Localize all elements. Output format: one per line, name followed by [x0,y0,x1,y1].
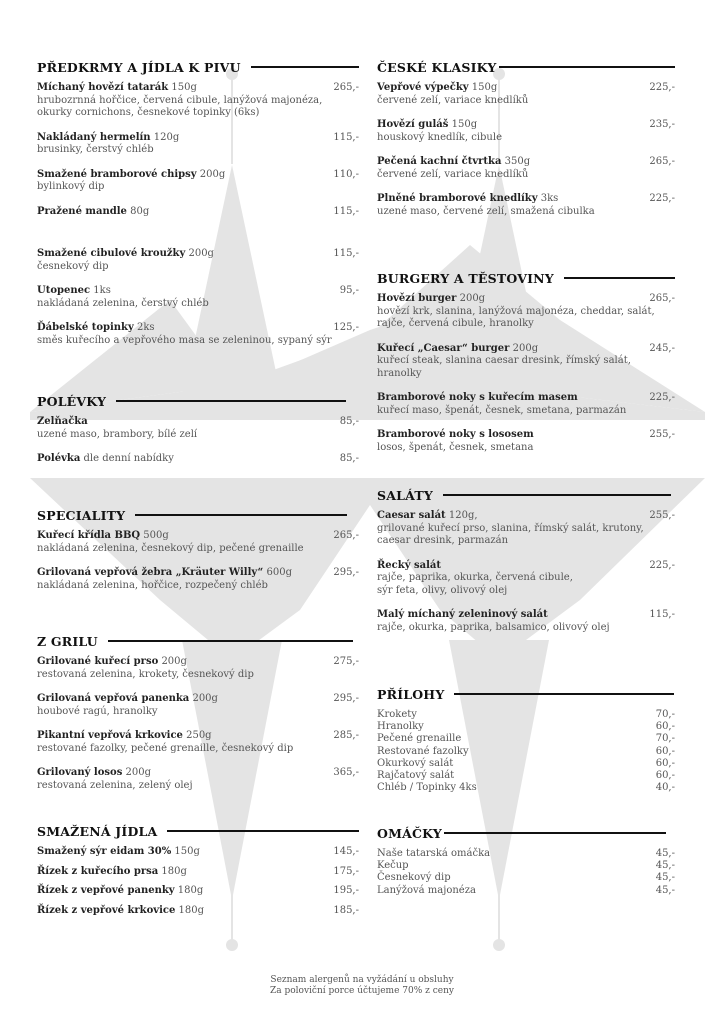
item-price: 225,- [649,392,675,403]
item-price: 225,- [649,82,675,93]
item-price: 115,- [333,205,359,217]
item-name: Pikantní vepřová krkovice [37,730,183,741]
item-name: Naše tatarská omáčka [377,848,491,859]
item-weight: 150g [471,82,498,93]
item-name: Řecký salát [377,559,441,571]
item-price: 45,- [655,860,675,872]
item-weight: 80g [130,205,150,217]
item-weight: 200g [161,656,187,667]
sauce-item [377,860,675,872]
item-price: 295,- [333,693,359,704]
item-name: Utopenec [37,285,91,296]
item-price: 60,- [655,757,675,769]
item-weight: 200g [512,342,539,354]
item-price: 95,- [339,285,359,296]
item-name: Nakládaný hermelín [37,131,151,143]
item-description: nakládaná zelenina, česnekový dip, pečené grenaille [37,542,304,554]
half-portion-note: Za poloviční porce účtujeme 70% z ceny [269,986,454,996]
item-name: Lanýžová majonéza [377,884,476,896]
item-weight: 150g [174,846,200,857]
item-description: bylinkový dip [37,181,105,192]
item-name: Grilovaný losos [37,767,123,778]
item-description: rajče, paprika, okurka, červená cibule, sýr feta, olivy, olivový olej [377,572,573,596]
item-description: restované fazolky, pečené grenaille, česnekový dip [37,742,294,754]
item-weight: 600g [266,567,292,578]
item-description: houskový knedlík, cibule [377,131,502,143]
item-description: směs kuřecího a vepřového masa se zeleninou, sypaný sýr [37,334,332,346]
item-price: 255,- [649,429,675,440]
item-description: rajče, okurka, paprika, balsamico, olivový olej [377,621,610,633]
section-predkrmy [37,58,359,359]
item-name: Kečup [377,860,409,872]
item-price: 255,- [649,510,675,521]
section-divider [443,494,671,496]
menu-item [37,453,359,466]
section-title: PŘEDKRMY A JÍDLA K PIVU [37,59,241,75]
item-name: Grilovaná vepřová žebra „Kräuter Willy“ [37,567,264,578]
section-divider [251,66,359,68]
item-weight: 180g [161,865,187,877]
menu-item [37,322,359,347]
menu-item [37,846,359,859]
item-name: Řízek z kuřecího prsa [37,865,159,877]
menu-item [37,416,359,441]
item-price: 265,- [333,82,359,93]
menu-item [377,293,675,331]
item-weight: 200g [188,248,214,259]
side-item [377,758,675,770]
section-burgery [377,269,675,466]
item-name: Grilovaná vepřová panenka [37,693,190,704]
item-price: 195,- [333,885,359,896]
section-salaty [377,486,675,646]
section-ceske-klasiky [377,58,675,230]
item-description: hrubozrnná hořčice, červená cibule, lanýžová majonéza, okurky cornichons, česnekové topinky (6ks) [37,94,323,118]
item-name: Česnekový dip [377,872,451,884]
section-prilohy [377,685,675,794]
item-weight: 180g [177,885,204,896]
side-item [377,721,675,733]
item-price: 245,- [649,342,675,354]
item-price: 85,- [339,416,359,427]
item-weight: dle denní nabídky [83,453,174,464]
section-title: PŘÍLOHY [377,686,445,702]
item-description: restovaná zelenina, krokety, česnekový dip [37,668,254,680]
item-price: 115,- [649,609,675,620]
item-name: Smažený sýr eidam 30% [37,846,172,857]
item-description: losos, špenát, česnek, smetana [377,441,534,453]
item-weight: 1ks [93,285,111,296]
item-weight: 120g, [448,510,478,521]
menu-item [377,609,675,634]
item-weight: 150g [451,119,478,130]
sauce-item [377,848,675,860]
item-name: Míchaný hovězí tatarák [37,82,169,93]
item-description: uzené maso, červené zelí, smažená cibulka [377,205,595,217]
side-item [377,746,675,758]
item-description: houbové ragú, hranolky [37,705,158,717]
item-description: grilované kuřecí prso, slanina, římský salát, krutony, caesar dresink, parmazán [377,522,644,546]
item-weight: 200g [459,293,486,304]
menu-item [377,193,675,218]
side-item [377,709,675,721]
menu-item [37,285,359,310]
item-name: Řízek z vepřové krkovice [37,904,176,916]
item-price: 115,- [333,131,359,143]
item-name: Malý míchaný zeleninový salát [377,609,548,620]
section-title: BURGERY A TĚSTOVINY [377,270,554,286]
item-name: Bramborové noky s kuřecím masem [377,392,578,403]
item-description: uzené maso, brambory, bílé zelí [37,428,198,440]
item-description: kuřecí steak, slanina caesar dresink, římský salát, hranolky [377,355,631,379]
item-price: 265,- [333,530,359,541]
item-weight: 2ks [136,322,155,333]
menu-item [37,132,359,157]
menu-item [37,567,359,592]
section-divider [454,693,674,695]
menu-item [37,530,359,555]
item-name: Smažené bramborové chipsy [37,168,197,180]
section-polevky [37,392,359,478]
item-weight: 150g [171,82,197,93]
item-description: brusinky, čerstvý chléb [37,144,154,155]
item-price: 185,- [333,904,359,916]
item-name: Pečená kachní čtvrtka [377,156,502,167]
item-name: Pražené mandle [37,205,127,217]
item-description: nakládaná zelenina, hořčice, rozpečený chléb [37,579,268,591]
item-name: Bramborové noky s lososem [377,429,534,440]
item-description: červené zelí, variace knedlíků [377,94,529,106]
item-name: Krokety [377,709,417,720]
item-name: Kuřecí „Caesar“ burger [377,342,510,354]
item-name: Plněné bramborové knedlíky [377,193,538,204]
menu-item [37,169,359,194]
section-divider [108,640,353,642]
section-title: SALÁTY [377,487,433,503]
item-price: 225,- [649,559,675,571]
item-description: hovězí krk, slanina, lanýžová majonéza, cheddar, salát, rajče, červená cibule, hranolky [377,305,655,329]
section-title: Z GRILU [37,633,98,649]
item-weight: 3ks [540,193,559,204]
item-name: Chléb / Topinky 4ks [377,782,477,794]
menu-item [377,510,675,548]
section-divider [499,66,675,68]
menu-item [377,392,675,417]
item-price: 70,- [655,733,675,745]
item-name: Ďábelské topinky [37,322,134,333]
section-divider [135,514,347,516]
item-name: Hovězí burger [377,293,457,304]
item-price: 60,- [655,770,675,782]
item-weight: 180g [178,904,205,916]
allergen-note: Seznam alergenů na vyžádání u obsluhy [270,975,454,985]
sauce-item [377,885,675,897]
section-z-grilu [37,632,359,804]
item-price: 275,- [333,656,359,667]
item-description: kuřecí maso, špenát, česnek, smetana, parmazán [377,404,627,416]
section-divider [116,400,346,402]
item-price: 45,- [655,884,675,896]
item-weight: 200g [192,693,218,704]
item-name: Okurkový salát [377,757,454,769]
side-item [377,733,675,745]
section-divider [167,830,359,832]
item-name: Kuřecí křídla BBQ [37,530,141,541]
menu-item [37,693,359,718]
menu-item [37,905,359,918]
item-description: restovaná zelenina, zelený olej [37,779,193,791]
item-price: 70,- [655,709,675,720]
section-title: SMAŽENÁ JÍDLA [37,823,158,839]
item-price: 295,- [333,567,359,578]
item-name: Hranolky [377,721,424,733]
item-price: 175,- [333,865,359,877]
section-omacky [377,824,675,897]
menu-item [37,730,359,755]
item-description: česnekový dip [37,260,109,272]
section-title: POLÉVKY [37,393,107,409]
item-price: 265,- [649,293,675,304]
item-price: 45,- [655,872,675,884]
item-price: 265,- [649,156,675,167]
section-title: SPECIALITY [37,507,126,523]
item-name: Pečené grenaille [377,733,462,745]
item-price: 45,- [655,848,675,859]
section-title: ČESKÉ KLASIKY [377,59,497,75]
item-name: Smažené cibulové kroužky [37,248,186,259]
menu-item [37,767,359,792]
section-divider [444,832,666,834]
item-price: 40,- [655,782,675,794]
item-weight: 200g [199,168,226,180]
item-price: 125,- [333,322,359,333]
item-name: Grilované kuřecí prso [37,656,159,667]
item-name: Hovězí guláš [377,119,449,130]
menu-item [37,656,359,681]
side-item [377,770,675,782]
item-weight: 120g [153,131,180,143]
item-weight: 200g [125,767,152,778]
section-divider [564,277,675,279]
item-price: 235,- [649,119,675,130]
side-item [377,782,675,794]
item-price: 85,- [339,453,359,464]
item-price: 225,- [649,193,675,204]
item-price: 110,- [333,168,359,180]
item-price: 145,- [333,846,359,857]
item-name: Restované fazolky [377,745,469,757]
menu-item [377,343,675,381]
item-name: Zelňačka [37,416,88,427]
menu-item [37,866,359,879]
item-weight: 350g [504,156,531,167]
item-price: 115,- [333,248,359,259]
menu-item [37,885,359,898]
menu-item [377,560,675,598]
menu-item [37,82,359,120]
menu-item [377,119,675,144]
menu-item [377,82,675,107]
item-name: Polévka [37,453,81,464]
item-weight: 250g [186,730,212,741]
menu-item [37,248,359,273]
item-price: 285,- [333,730,359,741]
menu-item [377,429,675,454]
section-speciality [37,506,359,604]
footer-notes [0,975,724,997]
item-name: Rajčatový salát [377,770,455,782]
item-name: Řízek z vepřové panenky [37,885,175,896]
section-title: OMÁČKY [377,825,443,841]
item-weight: 500g [143,530,169,541]
item-description: nakládaná zelenina, čerstvý chléb [37,297,209,309]
menu-item [37,206,359,219]
menu-item [377,156,675,181]
item-price: 60,- [655,745,675,757]
item-name: Caesar salát [377,510,446,521]
item-description: červené zelí, variace knedlíků [377,168,529,180]
item-name: Vepřové výpečky [377,82,469,93]
sauce-item [377,872,675,884]
item-price: 365,- [333,767,359,778]
item-price: 60,- [655,721,675,733]
section-smazena-jidla [37,822,359,924]
